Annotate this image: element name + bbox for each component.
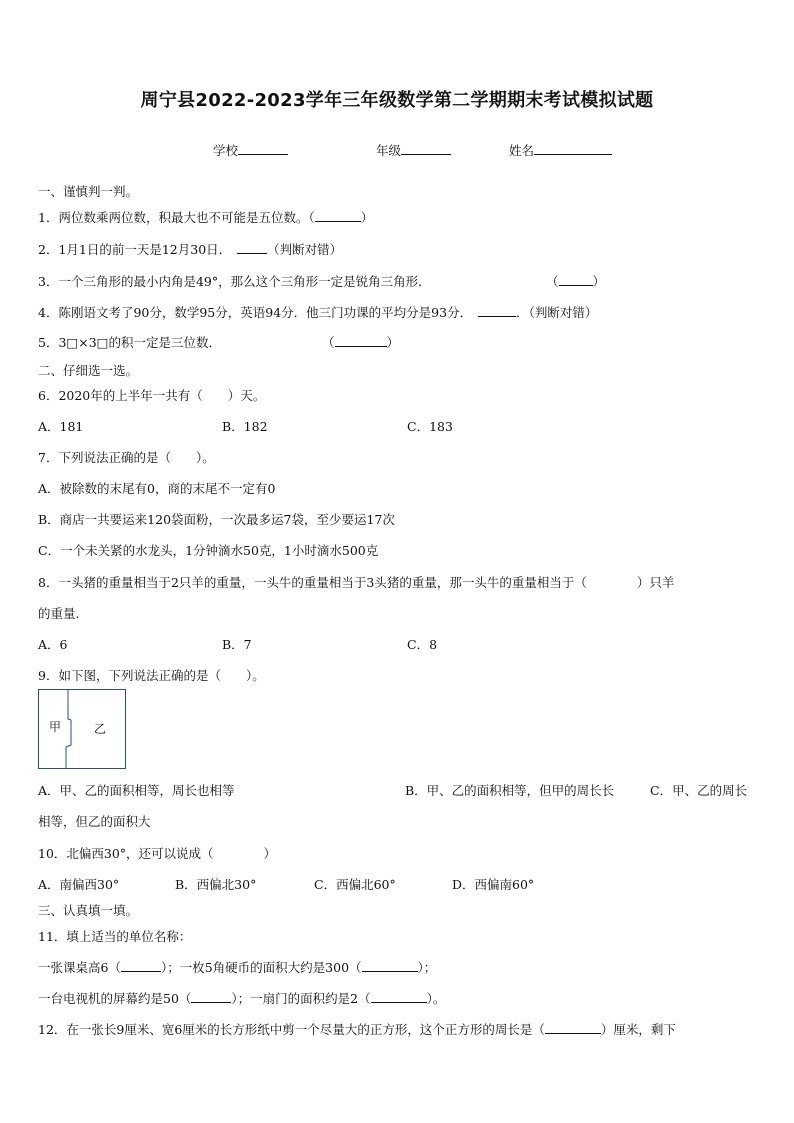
name-blank[interactable]	[534, 142, 612, 155]
question-9-option-b[interactable]: B．甲、乙的面积相等，但甲的周长长	[405, 783, 615, 798]
question-10-option-b[interactable]: B．西偏北30°	[175, 877, 257, 892]
school-label: 学校	[213, 143, 239, 158]
section-heading-2: 二、仔细选一选。	[38, 363, 139, 378]
question-11-line-2-part-b: ）；一扇门的面积约是2（	[231, 991, 371, 1006]
question-9-option-a[interactable]: A．甲、乙的面积相等，周长也相等	[38, 783, 235, 798]
answer-blank-12[interactable]	[545, 1022, 601, 1034]
answer-blank-3[interactable]	[559, 274, 593, 286]
figure-label-jia: 甲	[49, 720, 62, 734]
question-4	[38, 303, 597, 321]
question-3	[38, 272, 431, 290]
question-3-answer	[546, 272, 605, 290]
answer-blank-2[interactable]	[237, 242, 267, 254]
question-1	[38, 208, 373, 226]
question-3-paren-right: ）	[592, 274, 606, 289]
answer-blank-11b[interactable]	[362, 960, 418, 972]
question-5-answer	[322, 333, 399, 351]
question-2-text: 2．1月1日的前一天是12月30日．	[38, 242, 232, 257]
name-label: 姓名	[509, 143, 535, 158]
question-11-line-1-part-b: ）；一枚5角硬币的面积大约是300（	[160, 960, 362, 975]
question-8-text-cont: 的重量.	[38, 606, 80, 621]
page-title: 周宁县2022-2023学年三年级数学第二学期期末考试模拟试题	[140, 90, 654, 111]
question-11-line-2-part-c: ）。	[426, 991, 446, 1006]
answer-blank-1[interactable]	[315, 210, 361, 222]
question-5-paren-right: ）	[386, 335, 400, 350]
question-12-tail: ）厘米，剩下	[600, 1022, 676, 1037]
question-12-text: 12．在一张长9厘米、宽6厘米的长方形纸中剪一个尽量大的正方形，这个正方形的周长是（	[38, 1022, 545, 1037]
question-6-option-b[interactable]: B．182	[222, 419, 268, 434]
answer-blank-11d[interactable]	[371, 991, 427, 1003]
question-8-option-c[interactable]: C．8	[407, 637, 438, 652]
question-5-text: 5．3□×3□的积一定是三位数．	[38, 335, 221, 350]
question-3-text: 3．一个三角形的最小内角是49°，那么这个三角形一定是锐角三角形．	[38, 274, 431, 289]
figure-label-yi: 乙	[94, 722, 107, 736]
question-10-option-c[interactable]: C．西偏北60°	[314, 877, 396, 892]
question-8-text: 8．一头猪的重量相当于2只羊的重量，一头牛的重量相当于3头猪的重量，那一头牛的重量相当于（ ）只羊	[38, 575, 675, 590]
question-5-paren-left: （	[322, 335, 335, 350]
question-11-line-2	[38, 989, 445, 1007]
section-heading-1: 一、谨慎判一判。	[38, 184, 139, 199]
question-1-tail: ）	[360, 210, 374, 225]
school-blank[interactable]	[238, 142, 288, 155]
answer-blank-4[interactable]	[478, 305, 516, 317]
question-4-text: 4．陈刚语文考了90分，数学95分，英语94分．他三门功课的平均分是93分．	[38, 305, 473, 320]
question-11-line-1-part-c: ）；	[417, 960, 437, 975]
question-9-option-c[interactable]: C．甲、乙的周长	[650, 783, 748, 798]
question-11-line-2-part-a: 一台电视机的屏幕约是50（	[38, 991, 192, 1006]
section-heading-3: 三、认真填一填。	[38, 903, 139, 918]
grade-field	[376, 141, 451, 159]
question-2-tail: （判断对错）	[267, 242, 343, 257]
answer-blank-11a[interactable]	[121, 960, 161, 972]
question-4-tail: ．（判断对错）	[516, 305, 598, 320]
question-5	[38, 333, 221, 351]
question-3-paren-left: （	[546, 274, 559, 289]
question-11-line-1-part-a: 一张课桌高6（	[38, 960, 121, 975]
question-6-option-a[interactable]: A．181	[38, 419, 84, 434]
school-field	[213, 141, 288, 159]
question-8-option-b[interactable]: B．7	[222, 637, 252, 652]
question-10-option-a[interactable]: A．南偏西30°	[38, 877, 120, 892]
question-10-text: 10．北偏西30°，还可以说成（ ）	[38, 846, 277, 861]
question-8-option-a[interactable]: A．6	[38, 637, 68, 652]
question-7-option-a[interactable]: A．被除数的末尾有0，商的末尾不一定有0	[38, 481, 276, 496]
answer-blank-5[interactable]	[335, 335, 387, 347]
grade-blank[interactable]	[401, 142, 451, 155]
question-11-line-1	[38, 958, 436, 976]
question-7-option-b[interactable]: B．商店一共要运来120袋面粉，一次最多运7袋，至少要运17次	[38, 512, 395, 527]
question-6-text: 6．2020年的上半年一共有（ ）天。	[38, 388, 266, 403]
question-12	[38, 1020, 676, 1038]
question-6-option-c[interactable]: C．183	[407, 419, 453, 434]
question-2	[38, 240, 342, 258]
question-9-figure	[38, 689, 126, 769]
answer-blank-11c[interactable]	[191, 991, 231, 1003]
question-7-option-c[interactable]: C．一个未关紧的水龙头，1分钟滴水50克，1小时滴水500克	[38, 543, 379, 558]
grade-label: 年级	[376, 143, 402, 158]
question-7-text: 7．下列说法正确的是（ ）。	[38, 450, 215, 465]
question-11-text: 11．填上适当的单位名称：	[38, 929, 192, 944]
question-9-text: 9．如下图，下列说法正确的是（ ）。	[38, 668, 265, 683]
question-9-option-c-cont: 相等，但乙的面积大	[38, 814, 151, 829]
name-field	[509, 141, 612, 159]
question-1-text: 1．两位数乘两位数，积最大也不可能是五位数。（	[38, 210, 315, 225]
question-10-option-d[interactable]: D．西偏南60°	[452, 877, 535, 892]
